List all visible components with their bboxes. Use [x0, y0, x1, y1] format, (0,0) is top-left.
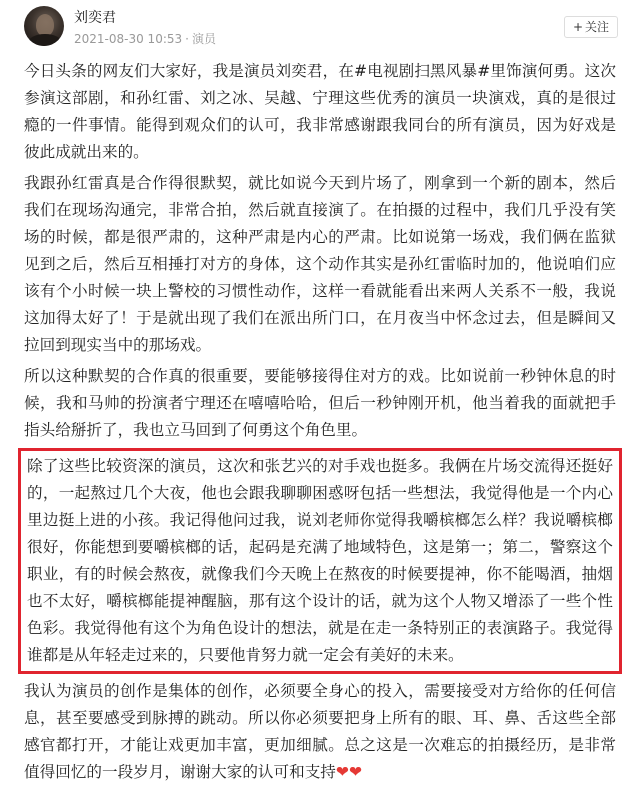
- paragraph-1: 今日头条的网友们大家好，我是演员刘奕君，在#电视剧扫黑风暴#里饰演何勇。这次参演这部剧，和孙红雷、刘之冰、吴越、宁理这些优秀的演员一块演戏，真的是很过瘾的一件事情。能得到观众们的认可，我非常感谢跟我同台的所有演员，因为好戏是彼此成就出来的。: [24, 62, 616, 161]
- paragraph-5: [24, 678, 616, 786]
- paragraph-2: 我跟孙红雷真是合作得很默契，就比如说今天到片场了，刚拿到一个新的剧本，然后我们在现场沟通完，非常合拍，然后就直接演了。在拍摄的过程中，我们几乎没有笑场的时候，都是很严肃的，这种严肃是内心的严肃。比如说第一场戏，我们俩在监狱见到之后，然后互相捶打对方的身体，这个动作其实是孙红雷临时加的，他说咱们应该有个小时候一块上警校的习惯性动作，这样一看就能看出来两人关系不一般，我说这加得太好了！于是就出现了我们在派出所门口，在月夜当中怀念过去，但是瞬间又拉回到现实当中的那场戏。: [24, 174, 616, 354]
- paragraph-3: 所以这种默契的合作真的很重要，要能够接得住对方的戏。比如说前一秒钟休息的时候，我和马帅的扮演者宁理还在嘻嘻哈哈，但后一秒钟刚开机，他当着我的面就把手指头给掰折了，我也立马回到了何勇这个角色里。: [24, 367, 616, 439]
- user-role: 演员: [191, 32, 216, 46]
- paragraph-5-text: 我认为演员的创作是集体的创作，必须要全身心的投入，需要接受对方给你的任何信息，甚至要感受到脉搏的跳动。所以你必须要把身上所有的眼、耳、鼻、舌这些全部感官都打开，才能让戏更加丰富，更加细腻。总之这是一次难忘的拍摄经历，是非常值得回忆的一段岁月，谢谢大家的认可和支持: [24, 682, 616, 781]
- username[interactable]: 刘奕君: [74, 10, 116, 26]
- post-date: 2021-08-30 10:53: [74, 32, 183, 46]
- avatar[interactable]: [24, 6, 64, 46]
- avatar-face: [36, 14, 54, 36]
- meta-separator: ·: [185, 32, 189, 46]
- follow-label: 关注: [585, 20, 610, 34]
- follow-button[interactable]: [564, 16, 618, 38]
- highlight-box: [18, 448, 622, 674]
- paragraph-4: 除了这些比较资深的演员，这次和张艺兴的对手戏也挺多。我俩在片场交流得还挺好的，一起熬过几个大夜，他也会跟我聊聊困惑呀包括一些想法，我觉得他是一个内心里边挺上进的小孩。我记得他问过我，说刘老师你觉得我嚼槟榔怎么样？我说嚼槟榔很好，你能想到要嚼槟榔的话，起码是充满了地域特色，这是第一；第二，警察这个职业，有的时候会熬夜，就像我们今天晚上在熬夜的时候要提神，你不能喝酒，抽烟也不太好，嚼槟榔能提神醒脑，那有这个设计的话，就为这个人物又增添了一些个性色彩。我觉得他有这个为角色设计的想法，就是在走一条特别正的表演路子。我觉得谁都是从年轻走过来的，只要他肯努力就一定会有美好的未来。: [27, 457, 613, 664]
- avatar-shoulders: [28, 34, 62, 46]
- post-meta: [74, 31, 216, 47]
- article-body: [24, 58, 616, 790]
- heart-icon: ❤❤: [335, 763, 363, 781]
- plus-icon: +: [572, 20, 584, 34]
- post-header: [0, 0, 640, 54]
